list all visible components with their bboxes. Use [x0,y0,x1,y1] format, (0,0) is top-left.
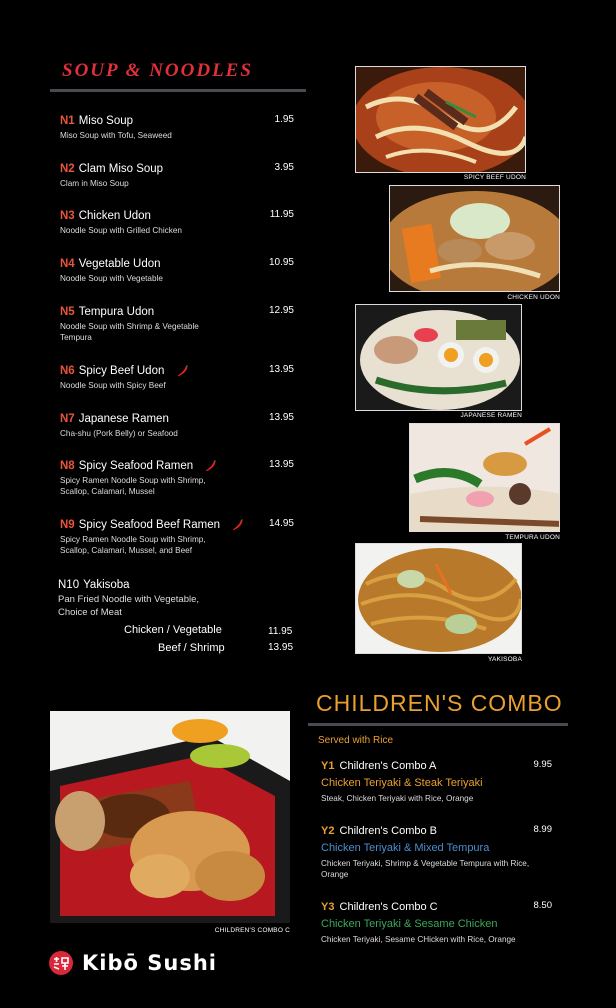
combo-desc: Chicken Teriyaki, Sesame CHicken with Rice, Orange [321,935,516,944]
combo-item-y2 [321,824,556,880]
item-code: N9 [60,519,75,532]
item-desc: Clam in Miso Soup [60,179,129,188]
item-name: Vegetable Udon [78,258,161,270]
item-name: Yakisoba [83,579,130,591]
chili-pepper-icon [176,364,190,378]
kibo-logo-icon [48,950,74,976]
item-price: 14.95 [268,518,294,529]
item-code: N2 [60,163,75,175]
served-with-rice: Served with Rice [318,735,394,746]
item-price: 11.95 [269,209,294,220]
combo-subtitle: Chicken Teriyaki & Sesame Chicken [321,918,498,930]
menu-item-n9 [60,518,300,556]
childrens-combo-c-photo [50,711,290,923]
menu-item-n7 [60,412,300,439]
chili-pepper-icon [204,459,218,473]
menu-item-n3 [60,209,300,236]
childrens-combo-title: CHILDREN'S COMBO [316,690,563,716]
item-price: 12.95 [268,305,294,316]
item-desc: Noodle Soup with Grilled Chicken [60,226,182,235]
item-code: N5 [60,306,75,318]
menu-item-n5 [60,305,300,343]
combo-name: Children's Combo A [339,760,437,772]
spicy-beef-udon-photo [355,66,526,173]
combo-name: Children's Combo B [339,825,438,837]
menu-item-n8 [60,459,300,497]
item-code: N10 [58,579,80,591]
photo-caption: CHICKEN UDON [507,294,560,301]
combo-subtitle: Chicken Teriyaki & Mixed Tempura [321,842,490,854]
item-price: 13.95 [268,459,294,470]
photo-caption: TEMPURA UDON [505,534,560,541]
item-code: N1 [60,115,75,127]
menu-item-n1 [60,114,300,141]
item-price: 10.95 [268,257,294,268]
photo-caption: SPICY BEEF UDON [463,174,526,181]
item-desc: Cha-shu (Pork Belly) or Seafood [60,429,178,438]
japanese-ramen-photo [355,304,522,411]
item-desc: Noodle Soup with Spicy Beef [60,381,166,391]
chicken-udon-photo [389,185,560,292]
soup-noodles-title: SOUP & NOODLES [62,60,253,81]
item-name: Spicy Beef Udon [78,365,165,378]
item-desc: Spicy Ramen Noodle Soup with Shrimp, Scallop, Calamari, Mussel [60,476,206,497]
combo-code: Y1 [321,760,335,772]
item-code: N4 [60,258,75,270]
menu-item-n6 [60,364,300,391]
item-desc: Miso Soup with Tofu, Seaweed [60,131,172,140]
combo-item-y3 [321,900,556,945]
item-desc: Pan Fried Noodle with Vegetable, Choice of Meat [58,594,200,618]
item-code: N7 [60,413,75,425]
yakisoba-option-price: 13.95 [268,642,294,653]
combo-price: 8.99 [533,824,552,835]
item-name: Miso Soup [78,115,134,127]
item-name: Tempura Udon [78,306,155,318]
yakisoba-option-label: Chicken / Vegetable [124,624,222,636]
combo-desc: Steak, Chicken Teriyaki with Rice, Orange [321,794,474,803]
kibo-sushi-logo [48,950,217,976]
combo-price: 9.95 [533,759,552,770]
soup-divider [50,89,306,92]
photo-caption: CHILDREN'S COMBO C [214,927,290,934]
combo-code: Y2 [321,825,335,837]
menu-item-n4 [60,257,300,284]
item-price: 1.95 [274,114,294,125]
combo-desc: Chicken Teriyaki, Shrimp & Vegetable Tempura with Rice, Orange [321,859,530,879]
menu-item-n10 [58,578,298,619]
item-code: N6 [60,365,75,378]
brand-name: Kibō Sushi [82,951,217,975]
item-code: N8 [60,460,75,473]
combo-name: Children's Combo C [339,901,438,913]
item-name: Chicken Udon [78,210,151,222]
item-desc: Spicy Ramen Noodle Soup with Shrimp, Scallop, Calamari, Mussel, and Beef [60,535,206,556]
item-name: Japanese Ramen [78,413,169,425]
item-desc: Noodle Soup with Shrimp & Vegetable Tempura [60,322,199,342]
item-name: Spicy Seafood Ramen [78,460,194,473]
combo-price: 8.50 [533,900,552,911]
item-price: 13.95 [268,364,294,375]
combo-subtitle: Chicken Teriyaki & Steak Teriyaki [321,777,483,789]
item-price: 13.95 [268,412,294,423]
item-name: Clam Miso Soup [78,163,164,175]
yakisoba-option-label: Beef / Shrimp [158,642,225,654]
menu-item-n2 [60,162,300,189]
yakisoba-photo [355,543,522,654]
childrens-divider [308,723,568,726]
item-price: 3.95 [274,162,294,173]
item-code: N3 [60,210,75,222]
combo-item-y1 [321,759,556,804]
yakisoba-option-price: 11.95 [268,626,293,637]
photo-caption: JAPANESE RAMEN [460,412,522,419]
chili-pepper-icon [231,518,245,532]
combo-code: Y3 [321,901,335,913]
photo-caption: YAKISOBA [488,656,522,663]
item-name: Spicy Seafood Beef Ramen [78,519,220,532]
item-desc: Noodle Soup with Vegetable [60,274,163,283]
tempura-udon-photo [409,423,560,532]
